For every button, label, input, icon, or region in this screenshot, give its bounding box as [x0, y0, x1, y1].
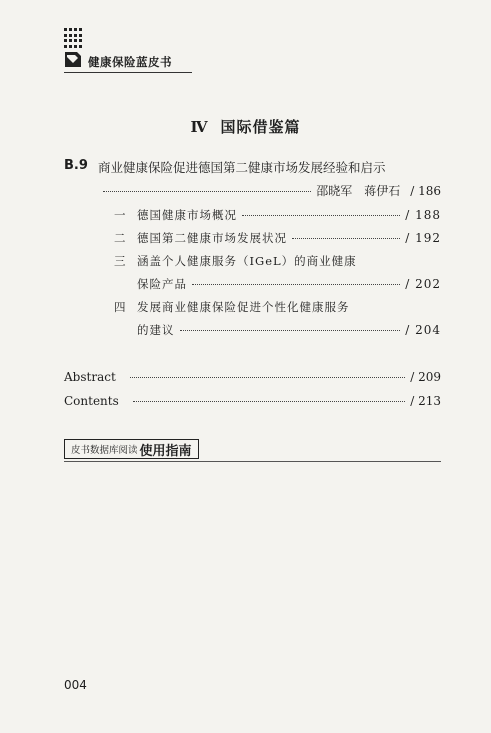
subsection-number: 二	[114, 231, 126, 245]
chapter-authors: 邵晓军 蒋伊石	[316, 184, 401, 198]
dot-leader	[292, 238, 400, 239]
subsection-title: 发展商业健康保险促进个性化健康服务	[137, 300, 350, 314]
toc-entry-subsection[interactable]	[137, 207, 441, 223]
subsection-title: 德国健康市场概况	[137, 208, 237, 222]
database-guide-box[interactable]	[64, 439, 199, 459]
guide-rule	[64, 461, 441, 462]
chapter-title[interactable]: 商业健康保险促进德国第二健康市场发展经验和启示	[98, 160, 386, 175]
chapter-page: / 186	[410, 184, 441, 198]
subsection-title: 的建议	[137, 323, 175, 337]
toc-entry-abstract[interactable]	[64, 370, 441, 384]
section-heading	[0, 116, 491, 137]
series-logo-grid-icon	[64, 28, 82, 48]
series-title: 健康保险蓝皮书	[88, 55, 172, 69]
guide-label-small: 皮书数据库阅读	[71, 445, 138, 456]
subsection-title-line[interactable]	[137, 299, 441, 315]
subsection-number: 一	[114, 208, 126, 222]
dot-leader	[192, 284, 400, 285]
chapter-number: B.9	[64, 158, 88, 173]
section-number: Ⅳ	[190, 118, 209, 136]
guide-label-big: 使用指南	[139, 443, 192, 459]
subsection-title-line[interactable]	[137, 253, 441, 269]
back-matter-page: / 209	[410, 370, 441, 384]
dot-leader	[103, 191, 311, 192]
subsection-page: / 202	[405, 277, 441, 291]
subsection-page: / 204	[405, 323, 441, 337]
subsection-page: / 192	[405, 231, 441, 245]
dot-leader	[180, 330, 401, 331]
subsection-title: 保险产品	[137, 277, 187, 291]
dot-leader	[130, 377, 405, 378]
chapter-authors-row[interactable]	[98, 182, 441, 199]
toc-entry-subsection[interactable]	[137, 322, 441, 338]
subsection-number: 四	[114, 300, 126, 314]
back-matter-page: / 213	[410, 394, 441, 408]
dot-leader	[242, 215, 400, 216]
back-matter-title: Contents	[64, 394, 119, 408]
section-title: 国际借鉴篇	[220, 118, 301, 136]
toc-entry-subsection[interactable]	[137, 230, 441, 246]
dot-leader	[133, 401, 405, 402]
subsection-title: 德国第二健康市场发展状况	[137, 231, 287, 245]
header-rule	[64, 72, 192, 73]
subsection-page: / 188	[405, 208, 441, 222]
toc-entry-subsection[interactable]	[137, 276, 441, 292]
toc-entry-contents[interactable]	[64, 394, 441, 408]
page-number: 004	[64, 678, 87, 692]
series-book-icon	[64, 50, 82, 68]
subsection-number: 三	[114, 254, 126, 268]
back-matter-title: Abstract	[64, 370, 116, 384]
subsection-title: 涵盖个人健康服务（IGeL）的商业健康	[137, 254, 357, 268]
